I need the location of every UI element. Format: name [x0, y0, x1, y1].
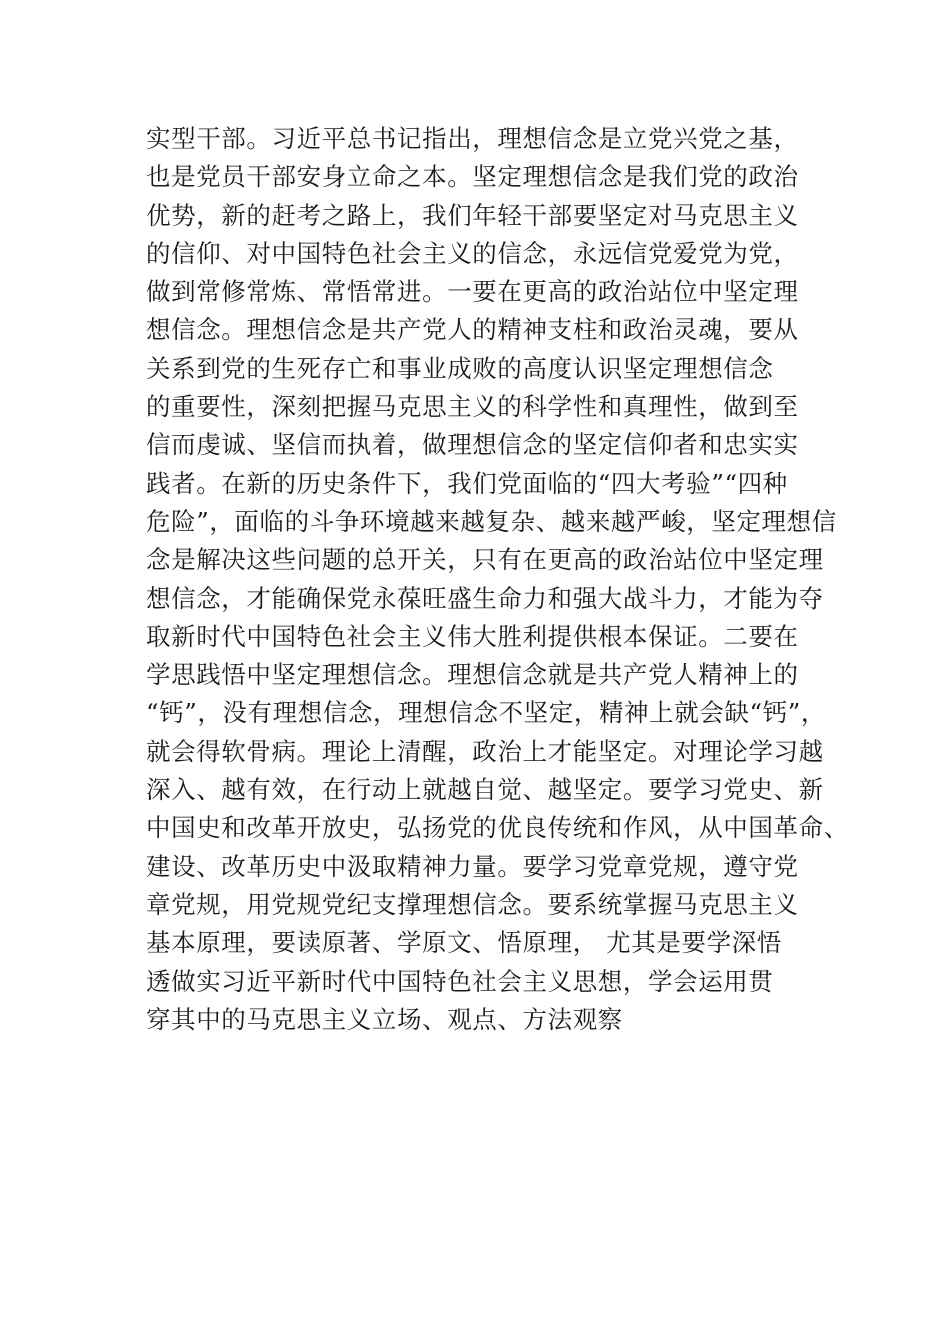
text-line: 深入、越有效，在行动上就越自觉、越坚定。要学习党史、新 [146, 775, 824, 805]
text-line: 穿其中的马克思主义立场、观点、方法观察 [146, 1004, 623, 1034]
text-line: 建设、改革历史中汲取精神力量。要学习党章党规，遵守党 [146, 851, 799, 881]
text-line: 章党规，用党规党纪支撑理想信念。要系统掌握马克思主义 [146, 889, 799, 919]
text-line: 的重要性，深刻把握马克思主义的科学性和真理性，做到至 [146, 392, 799, 422]
text-line: 就会得软骨病。理论上清醒，政治上才能坚定。对理论学习越 [146, 736, 824, 766]
text-line: 中国史和改革开放史，弘扬党的优良传统和作风，从中国革命、 [146, 813, 849, 843]
text-line: 实型干部。习近平总书记指出，理想信念是立党兴党之基， [146, 124, 799, 153]
text-line: 取新时代中国特色社会主义伟大胜利提供根本保证。二要在 [146, 621, 799, 651]
text-line: 想信念。理想信念是共产党人的精神支柱和政治灵魂，要从 [146, 315, 799, 345]
text-line: 基本原理，要读原著、学原文、悟原理， 尤其是要学深悟 [146, 928, 782, 958]
body-text [146, 120, 849, 1039]
text-line: 学思践悟中坚定理想信念。理想信念就是共产党人精神上的 [146, 660, 799, 690]
text-line: 也是党员干部安身立命之本。坚定理想信念是我们党的政治 [146, 162, 799, 192]
text-line: 透做实习近平新时代中国特色社会主义思想，学会运用贯 [146, 966, 774, 996]
text-line: 关系到党的生死存亡和事业成败的高度认识坚定理想信念 [146, 353, 774, 383]
text-line: 危险”，面临的斗争环境越来越复杂、越来越严峻，坚定理想信 [146, 506, 837, 536]
text-line: 践者。在新的历史条件下，我们党面临的“四大考验”“四种 [146, 468, 788, 498]
text-line: “钙”，没有理想信念，理想信念不坚定，精神上就会缺“钙”， [146, 698, 826, 728]
text-line: 做到常修常炼、常悟常进。一要在更高的政治站位中坚定理 [146, 277, 799, 307]
text-line: 的信仰、对中国特色社会主义的信念，永远信党爱党为党， [146, 238, 799, 268]
text-line: 信而虔诚、坚信而执着，做理想信念的坚定信仰者和忠实实 [146, 430, 799, 460]
text-line: 优势，新的赶考之路上，我们年轻干部要坚定对马克思主义 [146, 200, 799, 230]
text-line: 想信念，才能确保党永葆旺盛生命力和强大战斗力，才能为夺 [146, 583, 824, 613]
text-line: 念是解决这些问题的总开关，只有在更高的政治站位中坚定理 [146, 545, 824, 575]
